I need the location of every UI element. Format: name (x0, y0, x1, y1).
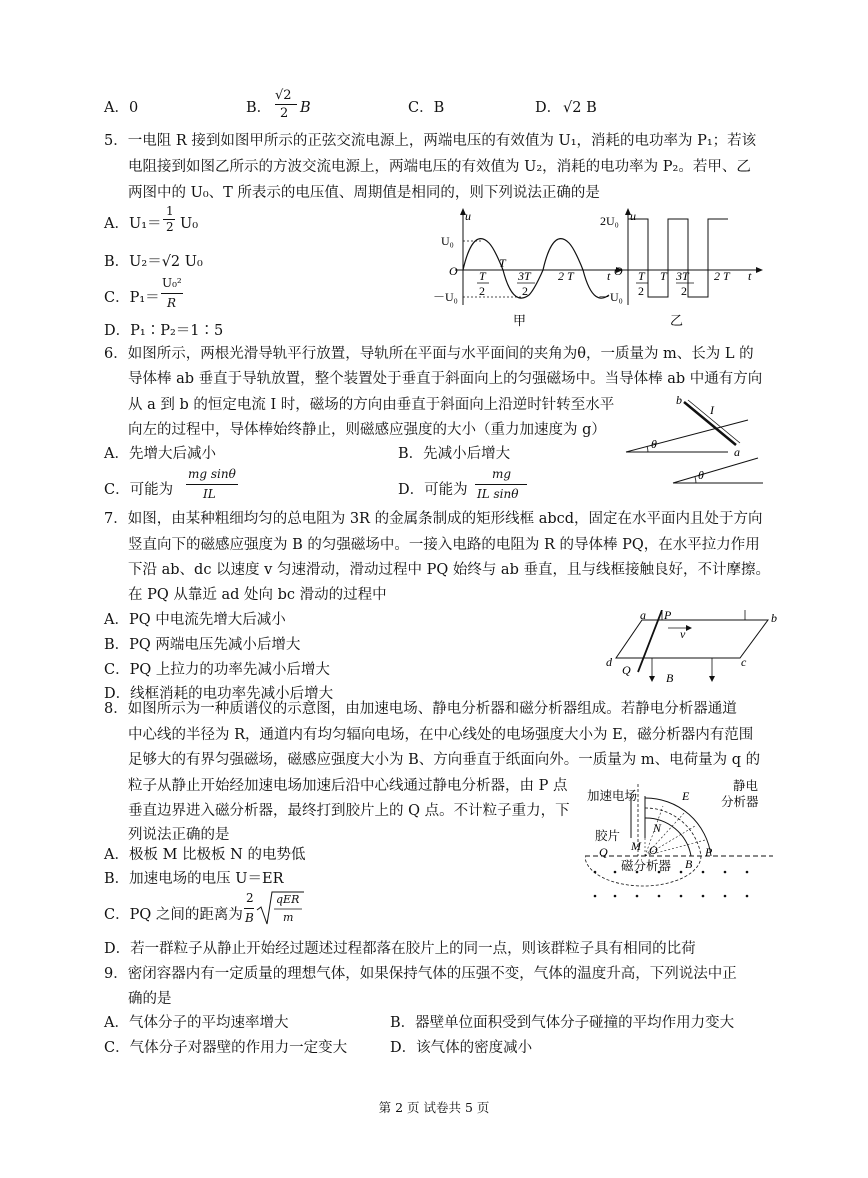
q6-option-c-num: mg sinθ (188, 467, 236, 481)
q5-option-a-num: 1 (166, 204, 174, 218)
q4-option-d-label: D． (535, 100, 562, 116)
q4-option-d-value: √2 B (563, 100, 597, 116)
q8-stem-line-5: 垂直边界进入磁分析器，最终打到胶片上的 Q 点。不计粒子重力，下 (128, 803, 570, 819)
graph-yi-2t: 2 T (714, 269, 730, 283)
q7-option-a: A．PQ 中电流先增大后减小 (104, 612, 286, 628)
graph-yi-origin: O (614, 264, 623, 278)
graph-jia-t2-num: T (479, 269, 486, 283)
graph-yi-negu0-label: －U₀ (598, 290, 623, 304)
q5-stem-line-3: 两图中的 U₀、T 所表示的电压值、周期值是相同的，则下列说法正确的是 (128, 185, 600, 201)
q6-fig-theta1: θ (651, 437, 657, 451)
q7-stem-line-3: 下沿 ab、dc 以速度 v 匀速滑动，滑动过程中 PQ 始终与 ab 垂直，且与线框接触良好，不计摩擦。 (128, 562, 770, 578)
q8-option-c-num: 2 (246, 891, 254, 905)
q8-fig-static2: 分析器 (721, 795, 759, 809)
q7-fig-c: c (741, 655, 747, 669)
q6-option-c-den: IL (203, 487, 216, 501)
q6-fig-I: I (710, 403, 714, 417)
q7-stem-line-1: 7．如图，由某种粗细均匀的总电阻为 3R 的金属条制成的矩形线框 abcd，固定在水平面内且处于方向 (104, 511, 763, 527)
q7-fig-a: a (640, 610, 646, 622)
q6-option-c-label: C．可能为 (104, 482, 174, 498)
q6-option-d-den: IL sinθ (477, 487, 519, 501)
q8-stem-line-4: 粒子从静止开始经加速电场加速后沿中心线通过静电分析器，由 P 点 (128, 778, 568, 794)
q8-stem-line-1: 8．如图所示为一种质谱仪的示意图，由加速电场、静电分析器和磁分析器组成。若静电分析器通道 (104, 701, 737, 717)
q6-fig-theta2: θ (698, 468, 704, 482)
graph-jia-2t: 2 T (558, 269, 574, 283)
q4-option-b-denominator: 2 (280, 106, 289, 121)
page-footer: 第 2 页 试卷共 5 页 (378, 1100, 490, 1115)
q5-option-c-den: R (167, 296, 177, 310)
q6-figure (618, 390, 768, 490)
q6-fig-b: b (676, 393, 682, 407)
q5-option-b: B．U₂＝√2 U₀ (104, 254, 203, 270)
graph-yi-t2-den: 2 (638, 284, 644, 298)
q8-fig-N: N (653, 821, 662, 835)
q7-option-d: D．线框消耗的电功率先减小后增大 (104, 686, 334, 702)
q9-stem-line-2: 确的是 (128, 991, 172, 1007)
q4-option-b-label: B． (246, 100, 272, 116)
q8-fig-B: B (685, 857, 693, 871)
q7-fig-B: B (666, 671, 674, 685)
q5-stem-line-1: 5．一电阻 R 接到如图甲所示的正弦交流电源上，两端电压的有效值为 U₁，消耗的电功率为 P₁；若该 (104, 133, 757, 149)
q8-option-b: B．加速电场的电压 U＝ER (104, 871, 284, 887)
q8-option-a: A．极板 M 比极板 N 的电势低 (104, 847, 306, 863)
q6-stem-line-4: 向左的过程中，导体棒始终静止，则磁感应强度的大小（重力加速度为 g） (128, 422, 606, 438)
q8-fig-P: P (705, 845, 713, 859)
graph-yi-3t-num: 3T (676, 269, 689, 283)
q8-figure (585, 776, 775, 906)
q6-option-d-num: mg (492, 467, 512, 481)
graph-yi-caption: 乙 (670, 313, 684, 328)
graph-jia-t-axis: t (607, 269, 611, 283)
q8-option-c-sqrt-num: qER (276, 893, 300, 906)
q8-stem-line-3: 足够大的有界匀强磁场，磁感应强度大小为 B、方向垂直于纸面向外。一质量为 m、电荷量为 q 的 (128, 752, 761, 768)
q4-option-a: A．0 (104, 100, 139, 116)
q6-fig-a: a (734, 445, 740, 459)
graph-jia-u0-label: U₀ (441, 234, 454, 248)
q8-stem-line-6: 列说法正确的是 (128, 827, 230, 843)
q5-option-a-den: 2 (166, 220, 174, 234)
q9-option-a: A．气体分子的平均速率增大 (104, 1015, 289, 1031)
graph-yi-3t-den: 2 (681, 284, 687, 298)
graph-yi-t-axis: t (748, 269, 752, 283)
q8-fig-static1: 静电 (733, 779, 759, 793)
q8-option-d: D．若一群粒子从静止开始经过题述过程都落在胶片上的同一点，则该群粒子具有相同的比荷 (104, 941, 696, 957)
q6-option-c-bar (186, 484, 238, 485)
q7-fig-Q: Q (622, 663, 631, 677)
q8-option-c-label: C．PQ 之间的距离为 (104, 907, 243, 923)
q8-option-c-bar (244, 908, 254, 909)
graph-jia-t2-den: 2 (479, 284, 485, 298)
graph-yi-t2-num: T (638, 269, 645, 283)
q9-option-c: C．气体分子对器壁的作用力一定变大 (104, 1040, 348, 1056)
q7-fig-P: P (664, 610, 672, 622)
q8-fig-accel: 加速电场 (587, 789, 638, 803)
q6-option-a: A．先增大后减小 (104, 446, 216, 462)
graph-yi (598, 208, 763, 328)
graph-jia-T: T (499, 256, 506, 270)
q5-option-c-label: C．P₁＝ (104, 290, 160, 306)
q8-fig-mag: 磁分析器 (621, 859, 672, 873)
q6-stem-line-1: 6．如图所示，两根光滑导轨平行放置，导轨所在平面与水平面间的夹角为θ，一质量为 m、长为 L 的 (104, 346, 754, 362)
q8-fig-M: M (631, 839, 641, 853)
graph-jia-negu0-label: －U₀ (433, 290, 458, 304)
q8-stem-line-2: 中心线的半径为 R，通道内有均匀辐向电场，在中心线处的电场强度大小为 E，磁分析器内有范围 (128, 727, 754, 743)
graph-jia (433, 208, 623, 328)
q7-fig-v: v (680, 627, 686, 641)
q6-option-b: B．先减小后增大 (398, 446, 511, 462)
q7-option-b: B．PQ 两端电压先减小后增大 (104, 637, 301, 653)
q5-graphs (425, 205, 765, 335)
q6-stem-line-2: 导体棒 ab 垂直于导轨放置，整个装置处于垂直于斜面向上的匀强磁场中。当导体棒 ab 中通有方向 (128, 371, 763, 387)
q5-option-c-bar (161, 293, 183, 294)
q7-figure (600, 610, 780, 685)
q5-stem-line-2: 电阻接到如图乙所示的方波交流电源上，两端电压的有效值为 U₂，消耗的电功率为 P₂。若甲、乙 (128, 159, 751, 175)
graph-jia-origin: O (449, 264, 458, 278)
q4-option-b-fraction-bar (275, 104, 297, 105)
q8-fig-O: O (649, 843, 658, 857)
q9-option-d: D．该气体的密度减小 (390, 1040, 533, 1056)
q4-option-c: C．B (408, 100, 445, 116)
graph-yi-2u0-label: 2U₀ (600, 214, 619, 228)
graph-jia-u-label: u (465, 209, 471, 223)
graph-jia-3t-num: 3T (518, 269, 531, 283)
q6-option-d-bar (475, 484, 527, 485)
q7-fig-d: d (606, 655, 612, 669)
q7-option-c: C．PQ 上拉力的功率先减小后增大 (104, 662, 330, 678)
q4-option-b-var: B (300, 100, 311, 116)
q5-option-a-label: A．U₁＝ (104, 216, 162, 232)
q5-option-c-num: U₀² (162, 276, 182, 290)
q8-fig-Q: Q (599, 845, 608, 859)
q8-option-c-den: B (245, 911, 254, 925)
q5-option-d: D．P₁∶P₂＝1∶5 (104, 323, 224, 339)
q9-stem-line-1: 9．密闭容器内有一定质量的理想气体，如果保持气体的压强不变，气体的温度升高，下列说法中正 (104, 966, 737, 982)
q6-option-d-label: D．可能为 (398, 482, 468, 498)
graph-jia-3t-den: 2 (522, 284, 528, 298)
q6-stem-line-3: 从 a 到 b 的恒定电流 I 时，磁场的方向由垂直于斜面向上沿逆时针转至水平 (128, 397, 615, 413)
graph-jia-caption: 甲 (513, 313, 527, 328)
q9-option-b: B．器壁单位面积受到气体分子碰撞的平均作用力变大 (390, 1015, 735, 1031)
q4-option-b-numerator: √2 (275, 88, 292, 103)
q8-fig-E: E (682, 789, 690, 803)
q8-option-c-sqrt-den: m (283, 911, 294, 924)
q7-fig-b: b (771, 611, 777, 625)
graph-yi-u-label: u (630, 209, 636, 223)
q7-stem-line-2: 竖直向下的磁感应强度为 B 的匀强磁场中。一接入电路的电阻为 R 的导体棒 PQ，在水平拉力作用 (128, 537, 760, 553)
graph-yi-T: T (660, 269, 667, 283)
q7-stem-line-4: 在 PQ 从靠近 ad 处向 bc 滑动的过程中 (128, 587, 387, 603)
q5-option-a-unit: U₀ (180, 216, 199, 232)
q8-fig-film: 胶片 (595, 829, 621, 843)
